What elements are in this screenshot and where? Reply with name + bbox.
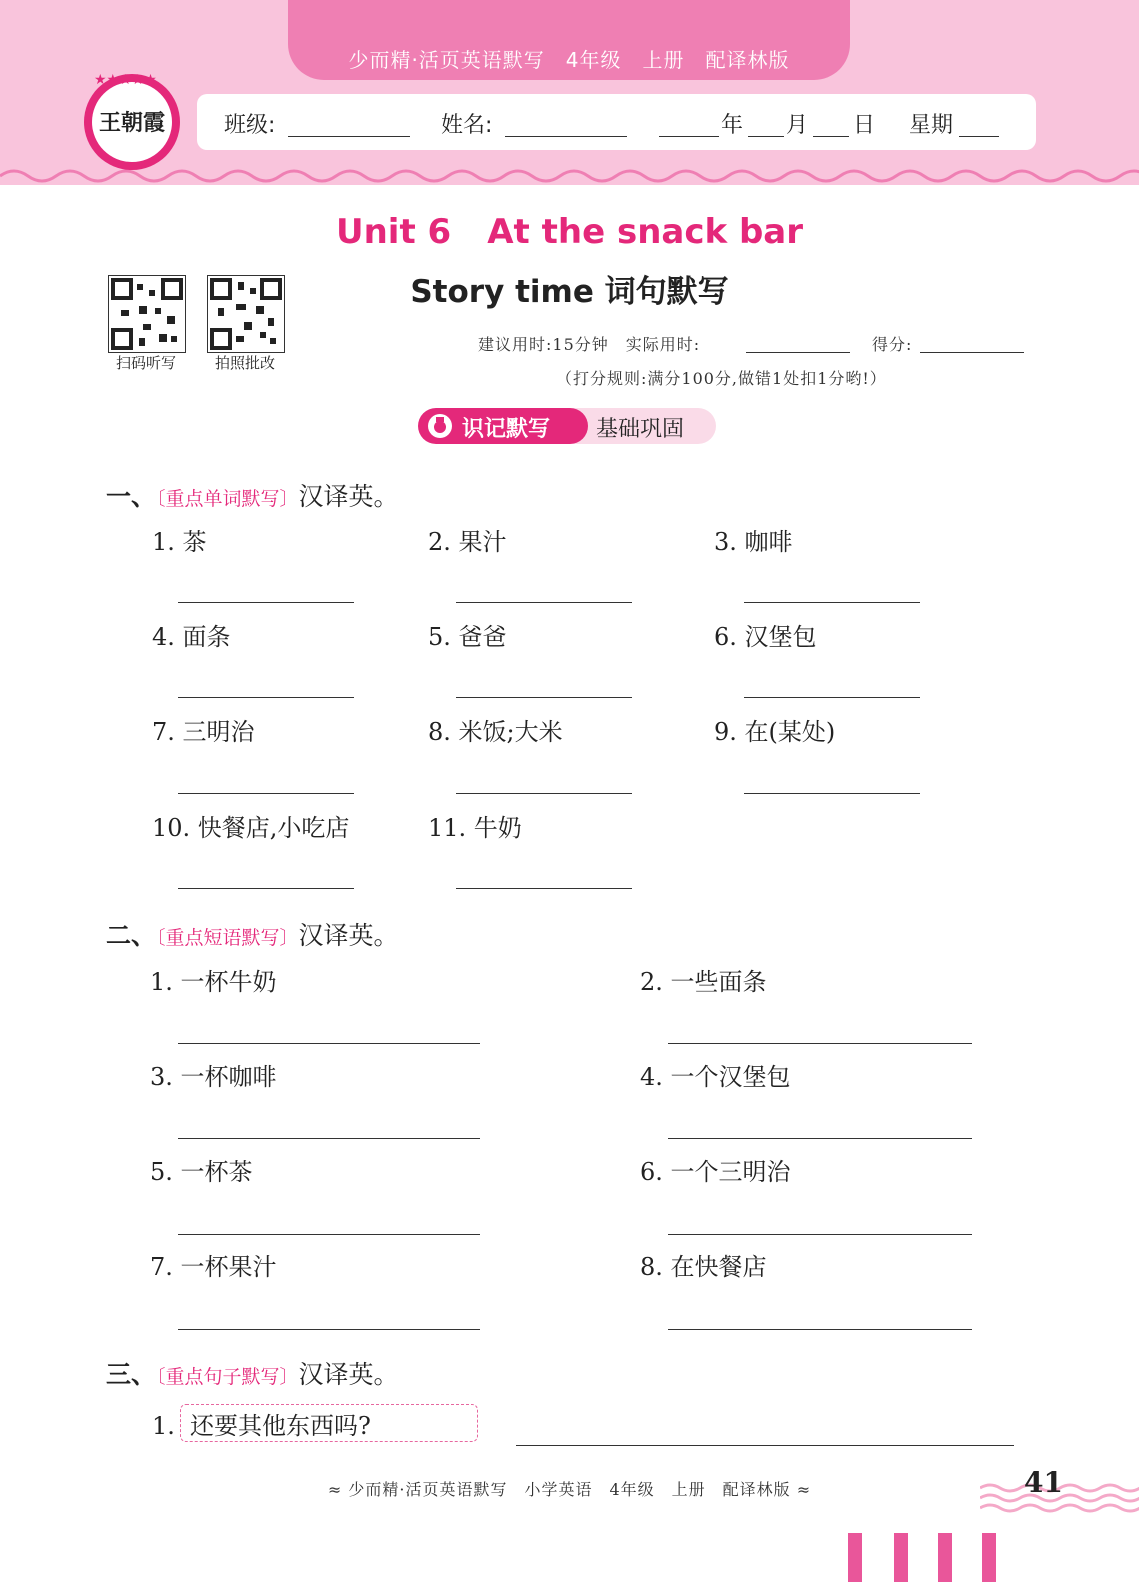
suggested-time: 建议用时:15分钟 实际用时: [478, 335, 701, 354]
month-field[interactable] [748, 110, 784, 137]
s1-answer-line[interactable] [744, 600, 920, 603]
s1-item: 8. 米饭;大米 [428, 718, 563, 746]
s1-answer-line[interactable] [456, 886, 632, 889]
unit-number: Unit 6 [335, 212, 452, 252]
section3-tag: 〔重点句子默写〕 [156, 1366, 299, 1388]
s2-item: 3. 一杯咖啡 [150, 1063, 277, 1091]
s1-item: 5. 爸爸 [428, 623, 507, 651]
s1-item: 7. 三明治 [152, 718, 255, 746]
s1-answer-line[interactable] [744, 695, 920, 698]
s2-item: 6. 一个三明治 [640, 1158, 791, 1186]
section2-heading [106, 916, 399, 952]
s1-item: 6. 汉堡包 [714, 623, 817, 651]
footer-bar [982, 1533, 996, 1582]
section1-number: 一、 [106, 482, 157, 511]
unit-name: At the snack bar [487, 212, 803, 252]
section-banner [418, 408, 716, 444]
s1-answer-line[interactable] [456, 791, 632, 794]
day-label: 日 [853, 113, 876, 138]
banner-left-label: 识记默写 [462, 417, 551, 442]
medal-icon [428, 414, 452, 438]
s1-answer-line[interactable] [178, 886, 354, 889]
footer-bar [938, 1533, 952, 1582]
s1-item: 11. 牛奶 [428, 814, 522, 842]
score-label: 得分: [872, 335, 913, 354]
section2-instruction: 汉译英。 [298, 921, 399, 950]
section2-tag: 〔重点短语默写〕 [156, 927, 299, 949]
s2-item: 1. 一杯牛奶 [150, 968, 277, 996]
s1-answer-line[interactable] [744, 791, 920, 794]
year-label: 年 [721, 113, 744, 138]
footer-series: ≈ 少而精·活页英语默写 小学英语 4年级 上册 配译林版 ≈ [327, 1480, 812, 1499]
section3-heading [106, 1355, 399, 1391]
s1-answer-line[interactable] [456, 695, 632, 698]
s1-answer-line[interactable] [178, 695, 354, 698]
scoring-rule: （打分规则:满分100分,做错1处扣1分哟!） [556, 369, 887, 388]
section1-instruction: 汉译英。 [298, 482, 399, 511]
section1-tag: 〔重点单词默写〕 [156, 488, 299, 510]
s2-item: 2. 一些面条 [640, 968, 767, 996]
section2-number: 二、 [106, 921, 157, 950]
s2-answer-line[interactable] [178, 1232, 480, 1235]
day-field[interactable] [813, 110, 849, 137]
month-label: 月 [786, 113, 809, 138]
s1-item: 10. 快餐店,小吃店 [152, 814, 350, 842]
s1-item: 9. 在(某处) [714, 718, 836, 746]
s1-answer-line[interactable] [178, 791, 354, 794]
s2-answer-line[interactable] [178, 1327, 480, 1330]
s1-item: 2. 果汁 [428, 528, 507, 556]
s3-answer-line[interactable] [516, 1443, 1014, 1446]
s2-answer-line[interactable] [178, 1041, 480, 1044]
page-number: 41 [1024, 1466, 1063, 1499]
brand-logo [80, 68, 185, 173]
svg-text:王朝霞: 王朝霞 [98, 110, 166, 136]
name-field[interactable] [505, 110, 627, 137]
section1-heading [106, 477, 399, 513]
svg-text:★★★★★: ★★★★★ [94, 72, 157, 88]
s2-item: 4. 一个汉堡包 [640, 1063, 791, 1091]
photo-qr-code[interactable] [207, 275, 285, 353]
s2-answer-line[interactable] [668, 1232, 972, 1235]
s2-answer-line[interactable] [668, 1327, 972, 1330]
year-field[interactable] [659, 110, 719, 137]
s2-item: 5. 一杯茶 [150, 1158, 253, 1186]
footer-bar [894, 1533, 908, 1582]
s1-answer-line[interactable] [178, 600, 354, 603]
s2-item: 8. 在快餐店 [640, 1253, 767, 1281]
listen-qr-label: 扫码听写 [115, 354, 176, 372]
name-label: 姓名: [441, 113, 493, 138]
s1-item: 4. 面条 [152, 623, 231, 651]
s2-item: 7. 一杯果汁 [150, 1253, 277, 1281]
s2-answer-line[interactable] [668, 1041, 972, 1044]
s3-item-number: 1. [152, 1412, 175, 1440]
score-field[interactable] [920, 352, 1024, 353]
listen-qr-code[interactable] [108, 275, 186, 353]
photo-qr-label: 拍照批改 [214, 354, 275, 372]
footer-bar [848, 1533, 862, 1582]
weekday-field[interactable] [959, 110, 999, 137]
s1-answer-line[interactable] [456, 600, 632, 603]
unit-title [0, 212, 1139, 252]
class-field[interactable] [288, 110, 410, 137]
s1-item: 3. 咖啡 [714, 528, 793, 556]
lesson-subtitle: Story time 词句默写 [410, 274, 729, 310]
class-label: 班级: [224, 113, 276, 138]
weekday-label: 星期 [909, 113, 954, 138]
section3-number: 三、 [106, 1360, 157, 1389]
s2-answer-line[interactable] [178, 1136, 480, 1139]
s3-item-text: 还要其他东西吗? [190, 1412, 371, 1440]
section3-instruction: 汉译英。 [298, 1360, 399, 1389]
s1-item: 1. 茶 [152, 528, 207, 556]
series-title: 少而精·活页英语默写 4年级 上册 配译林版 [348, 48, 790, 72]
banner-right-label: 基础巩固 [596, 417, 685, 442]
s2-answer-line[interactable] [668, 1136, 972, 1139]
actual-time-field[interactable] [746, 352, 850, 353]
